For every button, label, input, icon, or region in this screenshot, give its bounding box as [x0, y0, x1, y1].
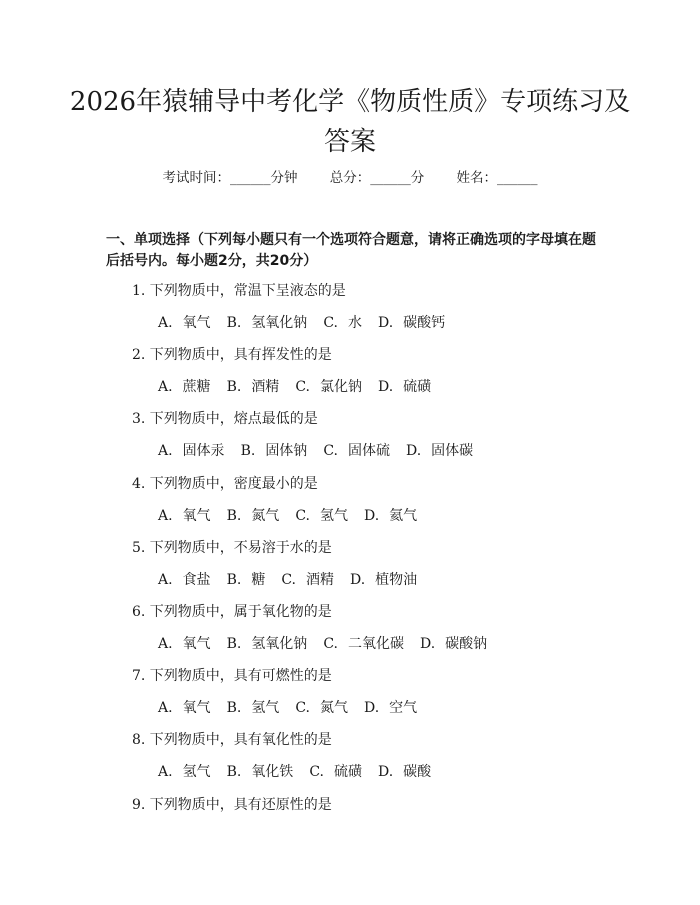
option-text: 硫磺 [403, 379, 432, 396]
option-text: 氧气 [182, 700, 211, 717]
option-letter: D. [363, 507, 380, 524]
option-item [295, 508, 348, 524]
option-item [227, 636, 308, 652]
question-stem: 6. 下列物质中，属于氧化物的是 [132, 604, 332, 620]
option-item [309, 764, 362, 780]
option-text: 二氧化碳 [347, 636, 404, 652]
option-text: 糖 [251, 571, 266, 588]
question-stem: 1. 下列物质中，常温下呈液态的是 [132, 283, 346, 299]
option-text: 氮气 [251, 507, 280, 524]
total-score-field: 总分：______分 [329, 170, 425, 186]
option-letter: C. [323, 636, 338, 652]
option-item [227, 379, 280, 395]
option-text: 碳酸钠 [445, 636, 488, 652]
option-text: 氢气 [319, 507, 348, 524]
option-letter: A. [158, 379, 173, 396]
option-letter: A. [158, 571, 173, 588]
option-letter: D. [419, 636, 436, 652]
option-item [295, 700, 348, 716]
option-text: 氧气 [182, 315, 211, 331]
question-stem: 5. 下列物质中，不易溶于水的是 [132, 539, 332, 556]
option-letter: B. [226, 636, 242, 652]
option-letter: D. [363, 700, 380, 717]
option-letter: A. [158, 443, 173, 460]
question-options [158, 635, 503, 653]
option-item [158, 636, 211, 652]
option-text: 碳酸钙 [403, 315, 446, 331]
question-stem: 7. 下列物质中，具有可燃性的是 [132, 668, 332, 685]
option-text: 氢气 [182, 764, 211, 781]
option-item [378, 315, 445, 331]
option-letter: C. [281, 571, 296, 588]
option-letter: A. [158, 507, 173, 524]
option-letter: D. [349, 571, 366, 588]
option-item [364, 700, 417, 716]
option-item [350, 572, 417, 588]
option-item [241, 443, 308, 459]
option-letter: A. [158, 764, 173, 781]
option-item [158, 508, 211, 524]
exam-meta [0, 169, 700, 187]
option-text: 氢气 [251, 700, 280, 717]
option-text: 硫磺 [333, 764, 362, 781]
option-item [227, 508, 280, 524]
option-letter: B. [226, 379, 242, 396]
option-letter: B. [226, 571, 242, 588]
question-options [158, 314, 461, 332]
option-item [158, 572, 211, 588]
option-text: 氧气 [182, 636, 211, 652]
option-item [378, 379, 431, 395]
option-text: 氦气 [389, 507, 418, 524]
option-item [158, 379, 211, 395]
option-text: 氧化铁 [251, 764, 294, 781]
question-stem: 3. 下列物质中，熔点最低的是 [132, 411, 318, 428]
option-letter: A. [158, 636, 173, 652]
option-letter: D. [405, 443, 422, 460]
option-item [158, 443, 225, 459]
option-letter: D. [377, 315, 394, 331]
option-text: 氧气 [182, 507, 211, 524]
option-text: 蔗糖 [182, 379, 211, 396]
option-item [158, 315, 211, 331]
student-name-field: 姓名：______ [456, 170, 538, 186]
option-item [323, 443, 390, 459]
option-text: 固体碳 [431, 443, 474, 460]
question-options [158, 507, 433, 525]
option-text: 食盐 [182, 571, 211, 588]
option-letter: D. [377, 764, 394, 781]
option-item [227, 764, 294, 780]
option-letter: D. [377, 379, 394, 396]
option-text: 氮气 [319, 700, 348, 717]
option-item [323, 636, 404, 652]
option-letter: B. [226, 700, 242, 717]
option-text: 植物油 [375, 571, 418, 588]
option-item [364, 508, 417, 524]
option-letter: C. [295, 700, 310, 717]
question-options [158, 571, 433, 589]
option-text: 氯化钠 [319, 379, 362, 396]
option-item [323, 315, 362, 331]
option-text: 水 [347, 315, 362, 331]
question-options [158, 378, 447, 396]
option-letter: C. [323, 315, 338, 331]
option-letter: C. [323, 443, 338, 460]
option-letter: C. [295, 507, 310, 524]
option-text: 固体硫 [347, 443, 390, 460]
option-item [227, 315, 308, 331]
section-heading: 一、单项选择（下列每小题只有一个选项符合题意，请将正确选项的字母填在题后括号内。每小题2分，共20分） [106, 232, 596, 269]
option-text: 固体钠 [265, 443, 308, 460]
option-letter: B. [240, 443, 256, 460]
option-text: 固体汞 [182, 443, 225, 460]
option-text: 酒精 [251, 379, 280, 396]
question-stem: 8. 下列物质中，具有氧化性的是 [132, 732, 332, 749]
option-item [227, 572, 266, 588]
option-item [281, 572, 334, 588]
option-letter: B. [226, 764, 242, 781]
document-title: 2026年猿辅导中考化学《物质性质》专项练习及答案 [69, 87, 631, 157]
option-item [227, 700, 280, 716]
option-letter: A. [158, 700, 173, 717]
option-text: 氢氧化钠 [251, 315, 308, 331]
question-options [158, 699, 433, 717]
option-letter: B. [226, 507, 242, 524]
option-letter: C. [309, 764, 324, 781]
question-stem: 2. 下列物质中，具有挥发性的是 [132, 347, 332, 364]
option-letter: A. [158, 315, 173, 331]
option-item [406, 443, 473, 459]
option-text: 碳酸 [403, 764, 432, 781]
option-item [158, 764, 211, 780]
question-stem: 4. 下列物质中，密度最小的是 [132, 475, 318, 492]
option-item [378, 764, 431, 780]
exam-time-field: 考试时间：______分钟 [162, 170, 298, 186]
option-letter: C. [295, 379, 310, 396]
option-text: 酒精 [305, 571, 334, 588]
option-letter: B. [226, 315, 242, 331]
option-item [420, 636, 487, 652]
option-item [158, 700, 211, 716]
question-options [158, 442, 489, 460]
option-text: 氢氧化钠 [251, 636, 308, 652]
option-item [295, 379, 362, 395]
option-text: 空气 [389, 700, 418, 717]
question-options [158, 763, 447, 781]
question-stem: 9. 下列物质中，具有还原性的是 [132, 796, 332, 813]
